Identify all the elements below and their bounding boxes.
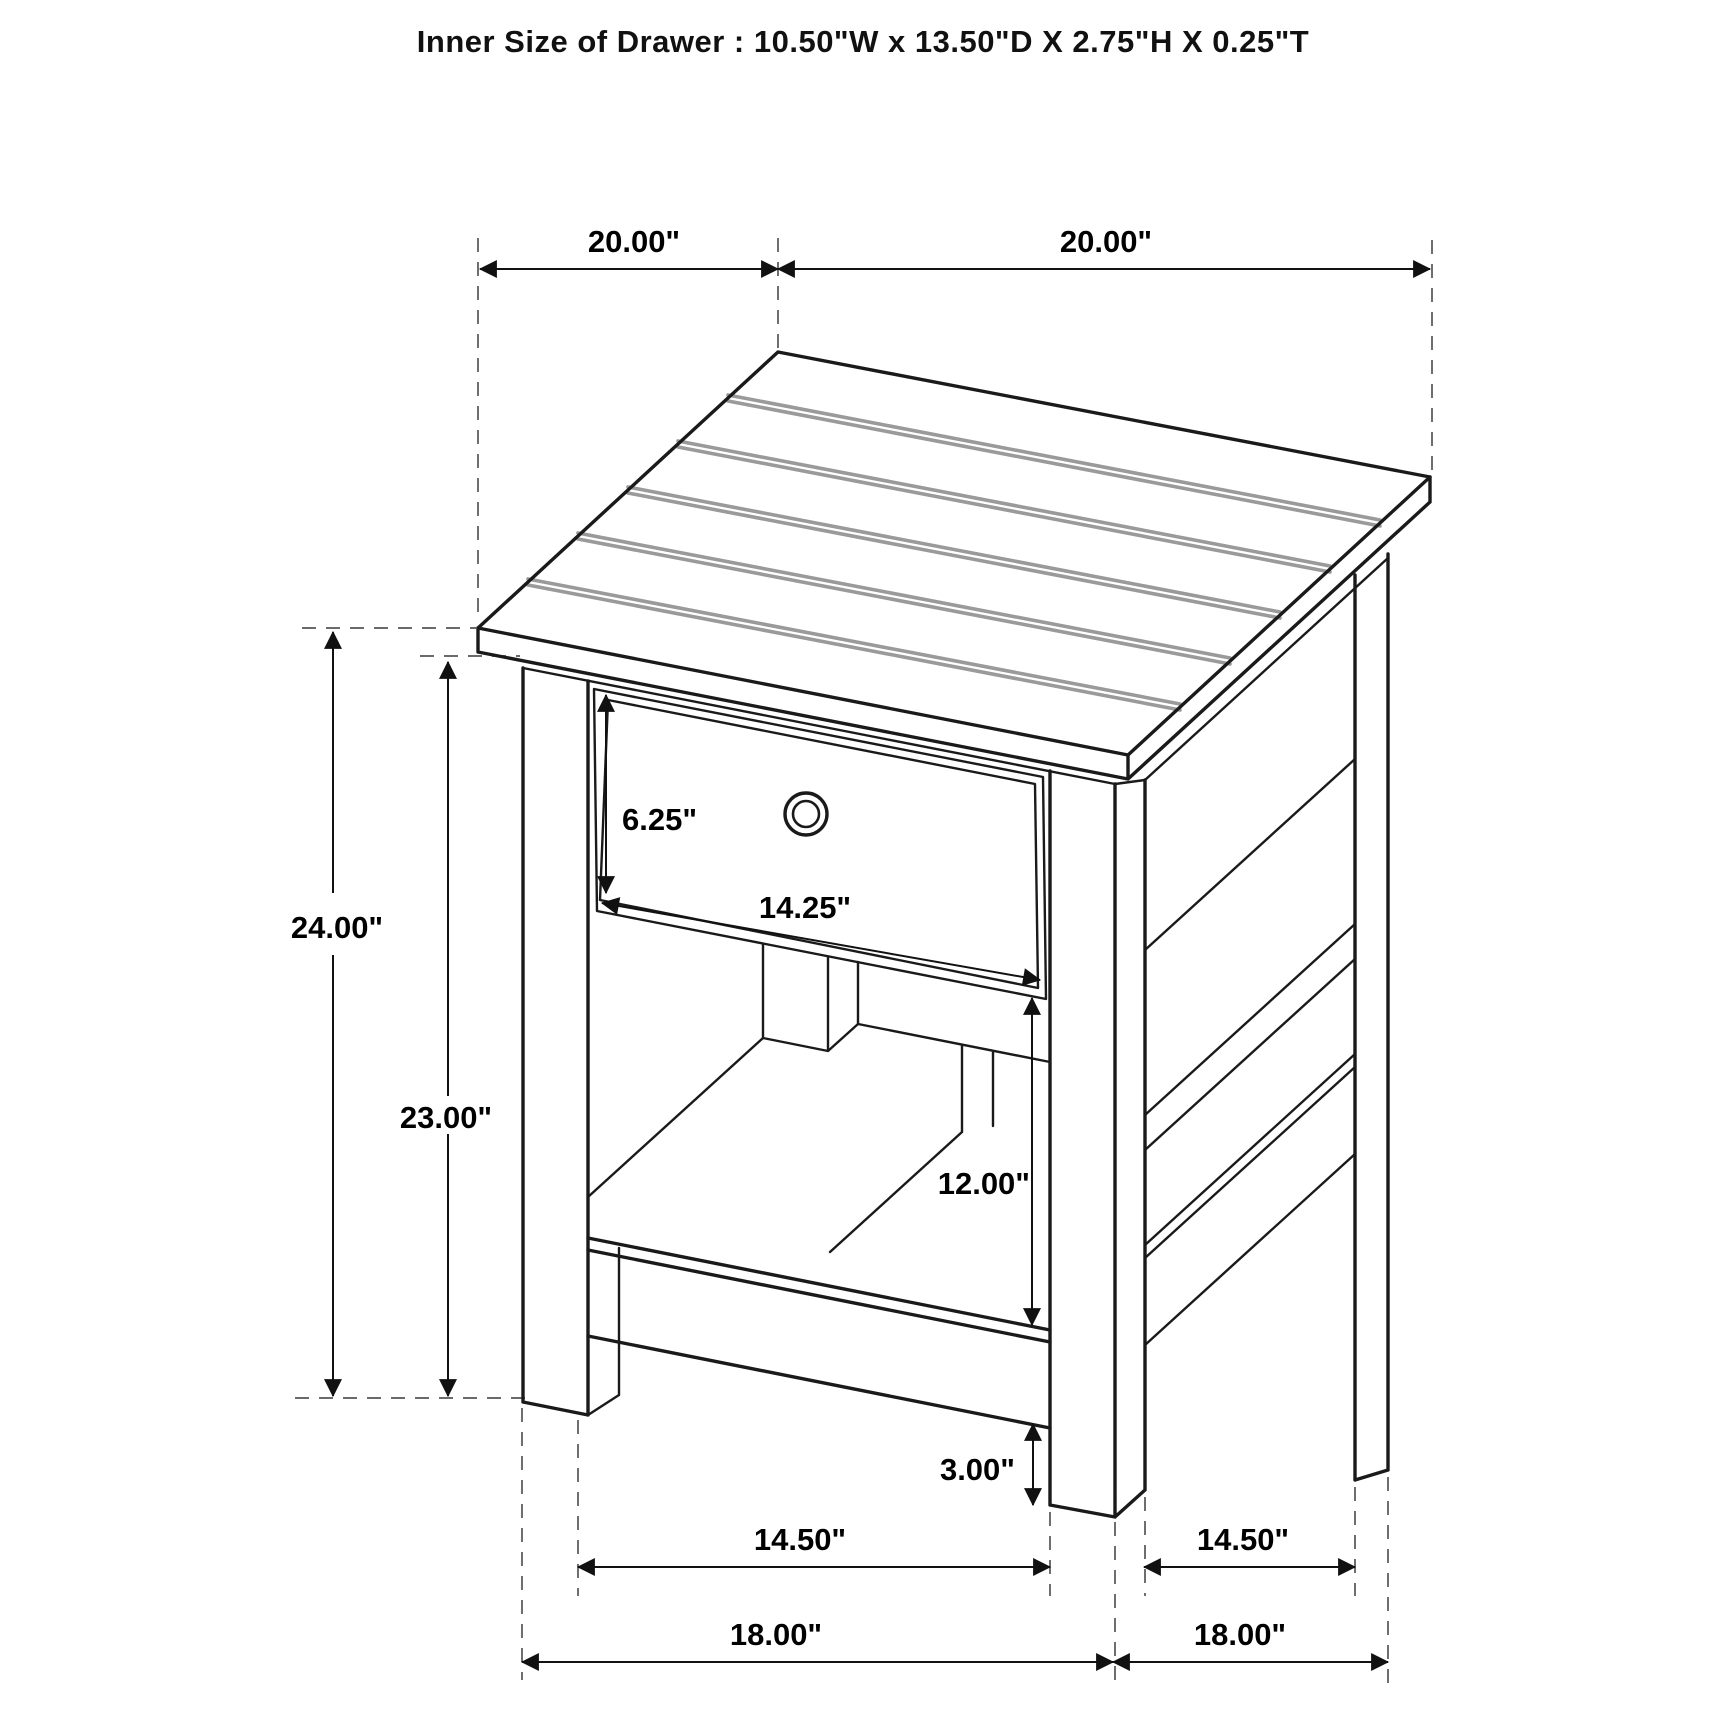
side-shelf-rail xyxy=(1145,1054,1355,1345)
tabletop xyxy=(478,352,1430,779)
dim-top-width-right xyxy=(778,224,1430,269)
drawing-title: Inner Size of Drawer : 10.50"W x 13.50"D X 2.75"H X 0.25"T xyxy=(416,24,1310,59)
carcass-top-edge-path xyxy=(523,558,1388,784)
dim-leg-height xyxy=(400,662,492,1396)
front-left-leg-inner-edge xyxy=(588,1248,619,1415)
drawer-knob-outer-ring xyxy=(785,793,827,835)
right-side-face xyxy=(1145,759,1355,1345)
dim-label-base-side: 18.00" xyxy=(1193,1617,1287,1652)
front-left-leg xyxy=(523,668,588,1415)
dimension-annotations xyxy=(291,224,1430,1662)
side-apron-edge xyxy=(1145,759,1355,950)
dim-label-leg-height: 23.00" xyxy=(399,1100,493,1135)
dim-drawer-face-width xyxy=(602,890,1040,980)
dim-base-span-side xyxy=(1113,1617,1388,1662)
dim-overall-height xyxy=(291,632,383,1396)
dim-label-base-front: 18.00" xyxy=(729,1617,823,1652)
table-line-art xyxy=(478,352,1430,1517)
dim-label-drawer-to-shelf: 12.00" xyxy=(937,1166,1030,1201)
dim-floor-clearance xyxy=(940,1424,1033,1505)
dim-label-top-right: 20.00" xyxy=(1059,224,1153,259)
drawer-knob-inner-ring xyxy=(793,801,819,827)
dim-label-shelf-side: 14.50" xyxy=(1196,1522,1290,1557)
dim-label-shelf-front: 14.50" xyxy=(753,1522,847,1557)
side-mid-rail xyxy=(1145,924,1355,1150)
dim-top-width-left xyxy=(480,224,778,269)
dim-shelf-span-side xyxy=(1144,1522,1355,1567)
dim-shelf-span-front xyxy=(578,1522,1050,1567)
carcass-top-edge xyxy=(523,558,1388,784)
dim-label-drawer-width: 14.25" xyxy=(758,890,852,925)
drawer-opening-frame xyxy=(594,689,1046,999)
dim-label-floor-clearance: 3.00" xyxy=(939,1452,1015,1487)
dim-label-overall-height: 24.00" xyxy=(290,910,384,945)
dim-label-top-left: 20.00" xyxy=(587,224,681,259)
shelf-front-rail xyxy=(588,1238,1050,1428)
front-right-leg xyxy=(1050,771,1145,1517)
interior-depth-lines xyxy=(588,1024,1050,1252)
drawer-front xyxy=(594,689,1046,999)
tabletop-edge-thickness xyxy=(478,477,1430,779)
dim-drawer-to-shelf xyxy=(938,998,1032,1325)
drawer-face-panel xyxy=(600,700,1038,988)
dim-drawer-face-height xyxy=(606,695,697,893)
legs xyxy=(523,554,1388,1517)
dim-label-drawer-height: 6.25" xyxy=(622,802,698,837)
back-right-leg xyxy=(1355,554,1388,1480)
dim-base-span-front xyxy=(522,1617,1113,1662)
